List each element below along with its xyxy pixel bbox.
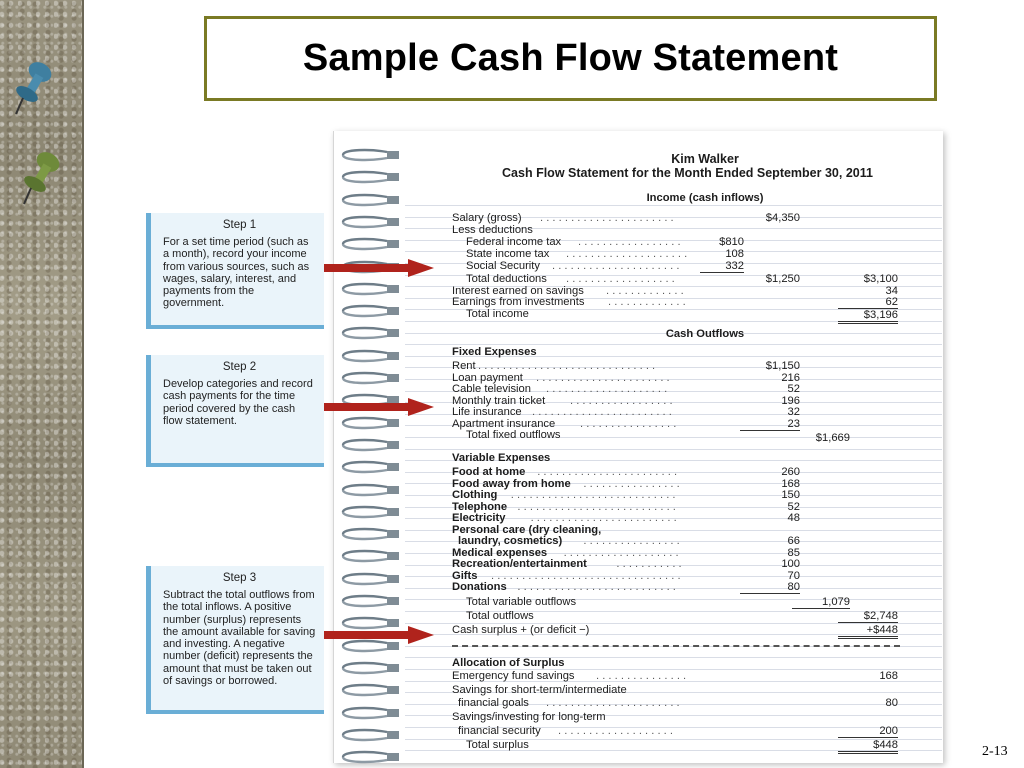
fixed-expense-label: Loan payment [452, 371, 523, 384]
fixed-expense-value: 32 [787, 406, 800, 418]
dot-leader: . . . . . . . . . . . [616, 558, 682, 570]
outflows-header: Cash Outflows [665, 328, 745, 340]
spiral-coil-icon [337, 728, 405, 742]
fixed-expense-value: $1,150 [765, 360, 800, 372]
financial-goals-label: financial goals [458, 697, 529, 709]
allocation-header: Allocation of Surplus [452, 657, 565, 669]
fixed-expense-label: Apartment insurance [452, 417, 556, 430]
spiral-coil-icon [337, 460, 405, 474]
variable-expenses-header: Variable Expenses [452, 452, 551, 464]
dot-leader: . . . . . . . . . . . . . . . . . . [566, 273, 675, 285]
ruled-line [405, 205, 942, 206]
dot-leader: . . . . . . . . . . . . . . . . . . . . . . [546, 697, 680, 709]
financial-security-value: 200 [838, 725, 898, 738]
variable-expense-label: Recreation/entertainment [452, 558, 587, 570]
dashed-divider [452, 645, 900, 647]
total-surplus-label: Total surplus [466, 739, 529, 751]
total-variable-label: Total variable outflows [466, 596, 577, 608]
spiral-coil-icon [337, 572, 405, 586]
variable-expense-value: 260 [781, 466, 800, 478]
spiral-coil-icon [337, 282, 405, 296]
strip-divider [82, 0, 84, 768]
surplus-label: Cash surplus + (or deficit −) [452, 624, 590, 636]
dot-leader: . . . . . . . . . . . . . . . . . . . . . [552, 260, 680, 272]
dot-leader: . . . . . . . . . . . . . . . . . [570, 394, 673, 407]
total-deductions-label: Total deductions [466, 273, 547, 285]
page-number: 2-13 [982, 744, 1008, 759]
spiral-coil-icon [337, 304, 405, 318]
interest-value: 34 [885, 285, 898, 297]
total-income-value: $3,196 [838, 309, 898, 324]
social-security-label: Social Security [466, 260, 540, 272]
dot-leader: . . . . . . . . . . . . . . . . . . . [558, 725, 674, 737]
variable-expense-value: 168 [781, 477, 800, 490]
statement-heading: Cash Flow Statement for the Month Ended September 30, 2011 [502, 166, 873, 180]
step-3-arrow-icon [324, 626, 434, 644]
variable-expense-value: 48 [787, 512, 800, 524]
spiral-coil-icon [337, 416, 405, 430]
fixed-expense-value: 52 [787, 383, 800, 395]
statement-name: Kim Walker [671, 152, 739, 166]
financial-goals-value: 80 [885, 697, 898, 709]
variable-expense-value: 100 [781, 558, 800, 570]
earnings-value: 62 [838, 296, 898, 309]
spiral-coil-icon [337, 349, 405, 363]
dot-leader: . . . . . . . . . . . . . . . . [583, 535, 680, 547]
federal-tax-value: $810 [719, 236, 744, 248]
fixed-expense-value: 216 [781, 371, 800, 384]
dot-leader: . . . . . . . . . . . . . . . . . . . . [566, 248, 688, 260]
spiral-coil-icon [337, 661, 405, 675]
salary-value: $4,350 [765, 212, 800, 224]
total-income-label: Total income [466, 308, 529, 320]
spiral-coil-icon [337, 371, 405, 385]
dot-leader: . . . . . . . . . . . . . . . . . . . . . . . . [530, 512, 677, 524]
fixed-expense-value: 23 [740, 418, 800, 431]
spiral-coil-icon [337, 438, 405, 452]
spiral-coil-icon [337, 549, 405, 563]
dot-leader: . . . . . . . . . . . . . . . . . . . . [546, 383, 668, 395]
dot-leader: . . . . . . . . . . . . . . . . . . . . . . . . . . . . . [478, 360, 656, 372]
interest-label: Interest earned on savings [452, 285, 584, 297]
variable-expense-value: 150 [781, 489, 800, 501]
step-2-arrow-icon [324, 398, 434, 416]
variable-expense-value: 52 [787, 500, 800, 513]
variable-expense-label: laundry, cosmetics) [458, 535, 563, 547]
step-3-title: Step 3 [222, 572, 257, 584]
variable-expense-value: 66 [787, 535, 800, 547]
total-variable-value: 1,079 [792, 596, 850, 609]
state-tax-label: State income tax [466, 248, 550, 260]
salary-label: Salary (gross) [452, 212, 522, 224]
dot-leader: . . . . . . . . . . . . . . . . . . . . . . . . . . [517, 581, 676, 593]
total-deductions-value: $1,250 [765, 273, 800, 285]
net-salary-value: $3,100 [863, 273, 898, 285]
spiral-coil-icon [337, 148, 405, 162]
step-2-box [146, 355, 324, 467]
step-1-box [146, 213, 324, 329]
state-tax-value: 108 [725, 248, 744, 260]
spiral-coil-icon [337, 326, 405, 340]
variable-expense-label: Gifts [452, 569, 478, 582]
dot-leader: . . . . . . . . . . . . . . . . . . . . . . [540, 212, 674, 224]
spiral-coil-icon [337, 215, 405, 229]
total-outflows-value: $2,748 [838, 610, 898, 623]
fixed-expense-label: Life insurance [452, 406, 522, 418]
fixed-expense-value: 196 [781, 394, 800, 407]
social-security-value: 332 [700, 260, 744, 273]
variable-expense-label: Clothing [452, 489, 498, 501]
blue-pushpin-icon [10, 58, 56, 120]
spiral-coil-icon [337, 706, 405, 720]
variable-expense-label: Food away from home [452, 477, 571, 490]
spiral-coil-icon [337, 237, 405, 251]
financial-security-label: financial security [458, 725, 541, 737]
step-3-box [146, 566, 324, 714]
fixed-expense-label: Monthly train ticket [452, 394, 546, 407]
emergency-label: Emergency fund savings [452, 670, 575, 682]
step-2-body: Develop categories and record cash payments for the time period covered by the cash flow statement. [163, 378, 313, 427]
long-term-label: Savings/investing for long-term [452, 711, 606, 723]
dot-leader: . . . . . . . . . . . . . . . . . . . . . . . . . . . . . . . [491, 569, 681, 582]
dot-leader: . . . . . . . . . . . . . . . . . . . . . . [536, 371, 670, 384]
variable-expense-label: Personal care (dry cleaning, [452, 523, 602, 536]
dot-leader: . . . . . . . . . . . . . . . [596, 670, 687, 682]
emergency-value: 168 [879, 670, 898, 682]
spiral-coil-icon [337, 750, 405, 764]
spiral-coil-icon [337, 170, 405, 184]
total-outflows-label: Total outflows [466, 610, 534, 622]
short-term-label: Savings for short-term/intermediate [452, 684, 627, 696]
total-fixed-value: $1,669 [815, 432, 850, 444]
dot-leader: . . . . . . . . . . . . . . . . [583, 477, 680, 490]
total-fixed-label: Total fixed outflows [466, 429, 561, 441]
variable-expense-label: Donations [452, 581, 507, 593]
step-2-title: Step 2 [222, 361, 257, 373]
dot-leader: . . . . . . . . . . . . . . . . [580, 417, 677, 430]
fixed-expense-label: Cable television [452, 383, 531, 395]
step-1-title: Step 1 [222, 219, 257, 231]
variable-expense-label: Electricity [452, 512, 506, 524]
variable-expense-value: 80 [740, 581, 800, 594]
green-pushpin-icon [18, 148, 64, 210]
federal-tax-label: Federal income tax [466, 236, 562, 248]
dot-leader: . . . . . . . . . . . . . [608, 296, 686, 308]
variable-expense-value: 70 [787, 569, 800, 582]
spiral-coil-icon [337, 683, 405, 697]
variable-expense-label: Food at home [452, 466, 526, 478]
dot-leader: . . . . . . . . . . . . . . . . . . . . . . . [532, 406, 672, 418]
earnings-label: Earnings from investments [452, 296, 585, 308]
variable-expense-label: Medical expenses [452, 546, 548, 559]
dot-leader: . . . . . . . . . . . . . . . . . . . . . . . . . . . [510, 489, 676, 501]
income-header: Income (cash inflows) [646, 192, 764, 204]
dot-leader: . . . . . . . . . . . . . . . . . . . . . . . . . . [517, 500, 676, 513]
spiral-coil-icon [337, 527, 405, 541]
dot-leader: . . . . . . . . . . . . . . . . . [578, 236, 681, 248]
less-deductions-label: Less deductions [452, 224, 533, 236]
spiral-coil-icon [337, 193, 405, 207]
variable-expense-label: Telephone [452, 500, 508, 513]
dot-leader: . . . . . . . . . . . . . . . . . . . [563, 546, 679, 559]
step-3-body: Subtract the total outflows from the total inflows. A positive number (surplus) represents the amount available for saving and investing. A negative number (deficit) represents the amount that must be taken out of savings or borrowed. [163, 589, 316, 688]
fixed-expense-label: Rent [452, 360, 476, 372]
dot-leader: . . . . . . . . . . . . . . . . . . . . . . . [537, 466, 678, 478]
spiral-coil-icon [337, 483, 405, 497]
total-surplus-value: $448 [838, 739, 898, 754]
variable-expense-value: 85 [787, 546, 800, 559]
spiral-coil-icon [337, 594, 405, 608]
dot-leader: . . . . . . . . . . . . . [606, 285, 684, 297]
step-1-arrow-icon [324, 259, 434, 277]
ruled-line [405, 449, 942, 450]
spiral-coil-icon [337, 505, 405, 519]
step-1-body: For a set time period (such as a month), record your income from various sources, such as wages, salary, interest, and payments from the government. [163, 236, 310, 310]
surplus-value: +$448 [838, 624, 898, 639]
fixed-expenses-header: Fixed Expenses [452, 346, 537, 358]
slide-title: Sample Cash Flow Statement [302, 37, 839, 79]
